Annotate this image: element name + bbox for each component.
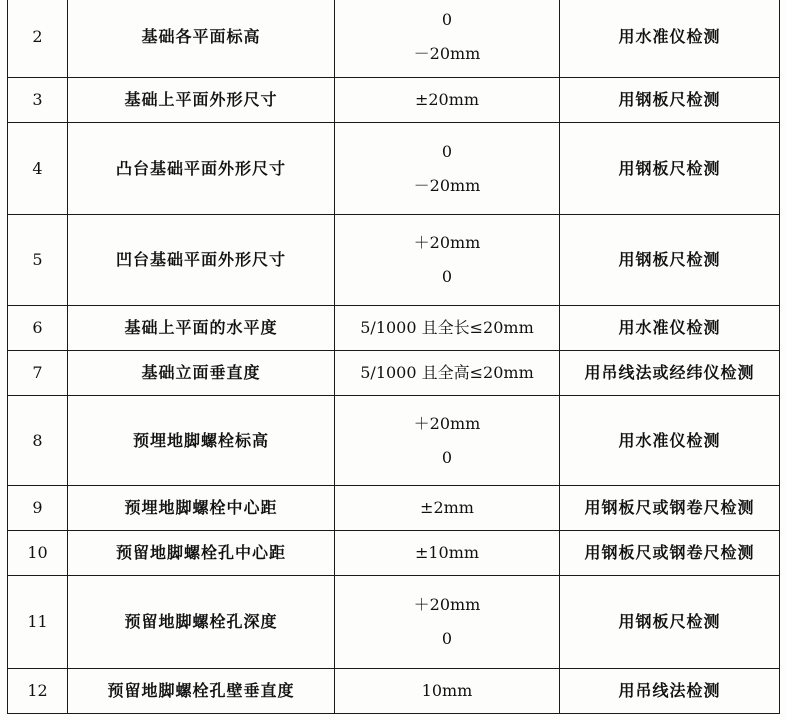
tolerance-cell: ±2mm bbox=[335, 486, 560, 531]
inspection-item: 基础上平面外形尺寸 bbox=[68, 78, 335, 123]
table-row bbox=[8, 669, 780, 714]
tolerance-lower: 0 bbox=[441, 447, 453, 467]
row-number: 10 bbox=[8, 531, 68, 576]
tolerance-cell: ±20mm bbox=[335, 78, 560, 123]
table-row bbox=[8, 306, 780, 351]
table-row bbox=[8, 215, 780, 306]
row-number: 6 bbox=[8, 306, 68, 351]
tolerance-upper: ＋20mm bbox=[413, 233, 481, 252]
tolerance-upper: ＋20mm bbox=[413, 413, 481, 433]
tolerance-lower: －20mm bbox=[413, 175, 481, 195]
inspection-method: 用水准仪检测 bbox=[560, 0, 780, 78]
tolerance-cell bbox=[335, 215, 560, 306]
inspection-item: 预埋地脚螺栓中心距 bbox=[68, 486, 335, 531]
inspection-method: 用吊线法或经纬仪检测 bbox=[560, 351, 780, 396]
row-number: 3 bbox=[8, 78, 68, 123]
tolerance-cell: 5/1000 且全高≤20mm bbox=[335, 351, 560, 396]
tolerance-cell bbox=[335, 123, 560, 215]
tolerance-cell bbox=[335, 396, 560, 486]
row-number: 12 bbox=[8, 669, 68, 714]
tolerance-lower: －20mm bbox=[413, 44, 481, 63]
inspection-item: 基础立面垂直度 bbox=[68, 351, 335, 396]
table-row bbox=[8, 351, 780, 396]
table-row bbox=[8, 78, 780, 123]
table-row bbox=[8, 576, 780, 669]
row-number: 9 bbox=[8, 486, 68, 531]
row-number: 8 bbox=[8, 396, 68, 486]
tolerance-upper: 0 bbox=[441, 141, 453, 161]
inspection-method: 用钢板尺检测 bbox=[560, 78, 780, 123]
row-number: 2 bbox=[8, 0, 68, 78]
tolerance-cell: 10mm bbox=[335, 669, 560, 714]
table-row bbox=[8, 0, 780, 78]
inspection-item: 凸台基础平面外形尺寸 bbox=[68, 123, 335, 215]
inspection-item: 基础上平面的水平度 bbox=[68, 306, 335, 351]
table-row bbox=[8, 486, 780, 531]
tolerance-cell: ±10mm bbox=[335, 531, 560, 576]
inspection-method: 用水准仪检测 bbox=[560, 306, 780, 351]
inspection-method: 用钢板尺或钢卷尺检测 bbox=[560, 531, 780, 576]
table-row bbox=[8, 396, 780, 486]
inspection-item: 基础各平面标高 bbox=[68, 0, 335, 78]
inspection-item: 预留地脚螺栓孔深度 bbox=[68, 576, 335, 669]
tolerance-cell bbox=[335, 0, 560, 78]
inspection-item: 预埋地脚螺栓标高 bbox=[68, 396, 335, 486]
inspection-method: 用钢板尺或钢卷尺检测 bbox=[560, 486, 780, 531]
inspection-method: 用钢板尺检测 bbox=[560, 215, 780, 306]
tolerance-table bbox=[7, 0, 780, 714]
tolerance-upper: 0 bbox=[441, 10, 453, 29]
inspection-item: 预留地脚螺栓孔中心距 bbox=[68, 531, 335, 576]
row-number: 4 bbox=[8, 123, 68, 215]
row-number: 7 bbox=[8, 351, 68, 396]
tolerance-cell: 5/1000 且全长≤20mm bbox=[335, 306, 560, 351]
inspection-method: 用水准仪检测 bbox=[560, 396, 780, 486]
tolerance-lower: 0 bbox=[441, 629, 453, 648]
table-row bbox=[8, 531, 780, 576]
table-row bbox=[8, 123, 780, 215]
row-number: 11 bbox=[8, 576, 68, 669]
inspection-item: 预留地脚螺栓孔壁垂直度 bbox=[68, 669, 335, 714]
tolerance-cell bbox=[335, 576, 560, 669]
tolerance-lower: 0 bbox=[441, 267, 453, 286]
tolerance-table-body bbox=[8, 0, 780, 714]
row-number: 5 bbox=[8, 215, 68, 306]
inspection-method: 用钢板尺检测 bbox=[560, 123, 780, 215]
inspection-item: 凹台基础平面外形尺寸 bbox=[68, 215, 335, 306]
inspection-method: 用钢板尺检测 bbox=[560, 576, 780, 669]
inspection-method: 用吊线法检测 bbox=[560, 669, 780, 714]
tolerance-upper: ＋20mm bbox=[413, 595, 481, 614]
